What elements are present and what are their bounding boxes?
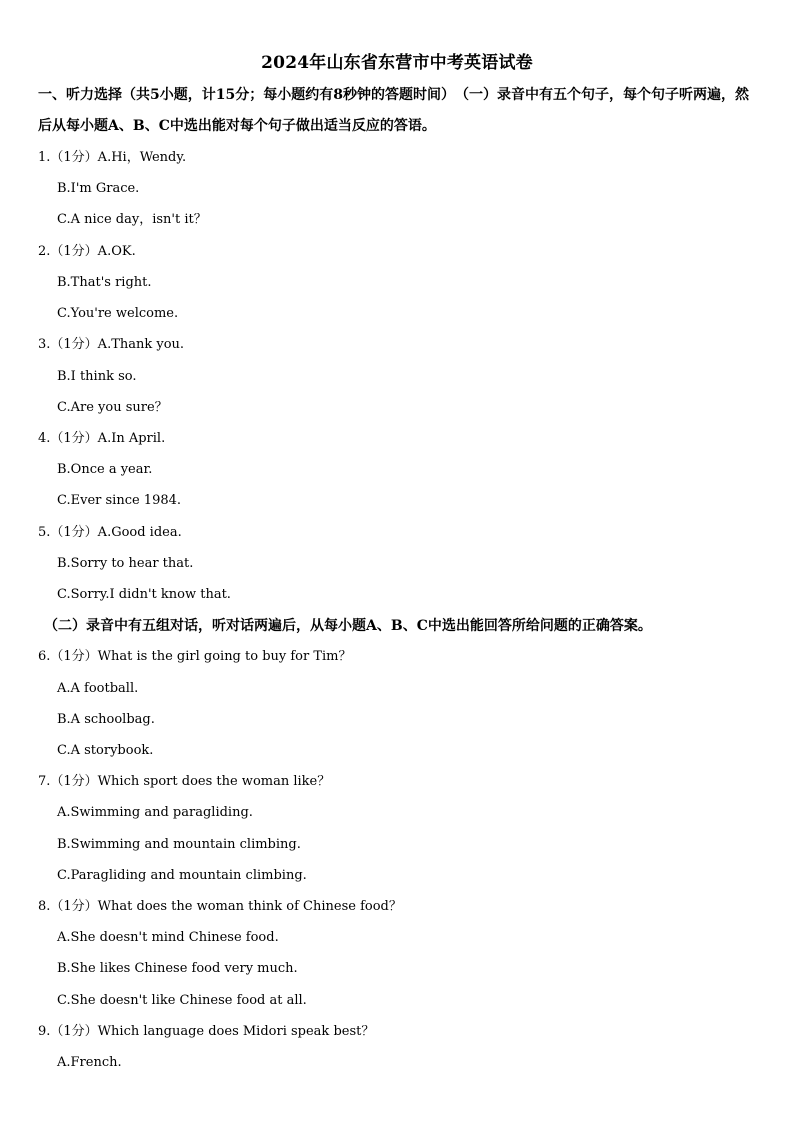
question-6-option-a: A.A football. [57, 681, 139, 696]
question-3-option-b: B.I think so. [57, 369, 137, 384]
question-3-stem: 3.（1分）A.Thank you. [38, 337, 185, 352]
question-9-option-a: A.French. [57, 1055, 122, 1070]
question-5-option-c: C.Sorry.I didn't know that. [57, 587, 231, 602]
question-1-stem: 1.（1分）A.Hi，Wendy. [38, 150, 187, 165]
question-5-stem: 5.（1分）A.Good idea. [38, 525, 182, 540]
question-6-stem: 6.（1分）What is the girl going to buy for Tim？ [38, 649, 352, 664]
question-1-option-b: B.I'm Grace. [57, 181, 140, 196]
question-4-option-c: C.Ever since 1984. [57, 493, 182, 508]
question-6-option-b: B.A schoolbag. [57, 712, 155, 727]
question-3-option-c: C.Are you sure？ [57, 400, 168, 415]
question-2-option-b: B.That's right. [57, 275, 152, 290]
question-5-option-b: B.Sorry to hear that. [57, 556, 194, 571]
question-8-option-b: B.She likes Chinese food very much. [57, 961, 298, 976]
question-7-option-b: B.Swimming and mountain climbing. [57, 837, 301, 852]
question-4-option-b: B.Once a year. [57, 462, 153, 477]
question-7-stem: 7.（1分）Which sport does the woman like？ [38, 774, 331, 789]
section1-instructions: 一、听力选择（共5小题，计15分；每小题约有8秒钟的答题时间） （一）录音中有五个句子，每个句子听两遍，然后从每小题A、B、C中选出能对每个句子做出适当反应的答语。 [38, 87, 749, 134]
question-9-stem: 9.（1分）Which language does Midori speak best？ [38, 1024, 375, 1039]
page-title: 2024年山东省东营市中考英语试卷 [261, 53, 533, 73]
question-6-option-c: C.A storybook. [57, 743, 154, 758]
question-2-option-c: C.You're welcome. [57, 306, 179, 321]
question-4-stem: 4.（1分）A.In April. [38, 431, 166, 446]
question-8-option-c: C.She doesn't like Chinese food at all. [57, 993, 307, 1008]
question-7-option-a: A.Swimming and paragliding. [57, 805, 253, 820]
question-7-option-c: C.Paragliding and mountain climbing. [57, 868, 307, 883]
section2-instructions: （二）录音中有五组对话，听对话两遍后，从每小题A、B、C中选出能回答所给问题的正确答案。 [44, 618, 652, 634]
question-1-option-c: C.A nice day，isn't it？ [57, 212, 207, 227]
question-2-stem: 2.（1分）A.OK. [38, 244, 136, 259]
question-8-stem: 8.（1分）What does the woman think of Chinese food？ [38, 899, 402, 914]
question-8-option-a: A.She doesn't mind Chinese food. [57, 930, 279, 945]
